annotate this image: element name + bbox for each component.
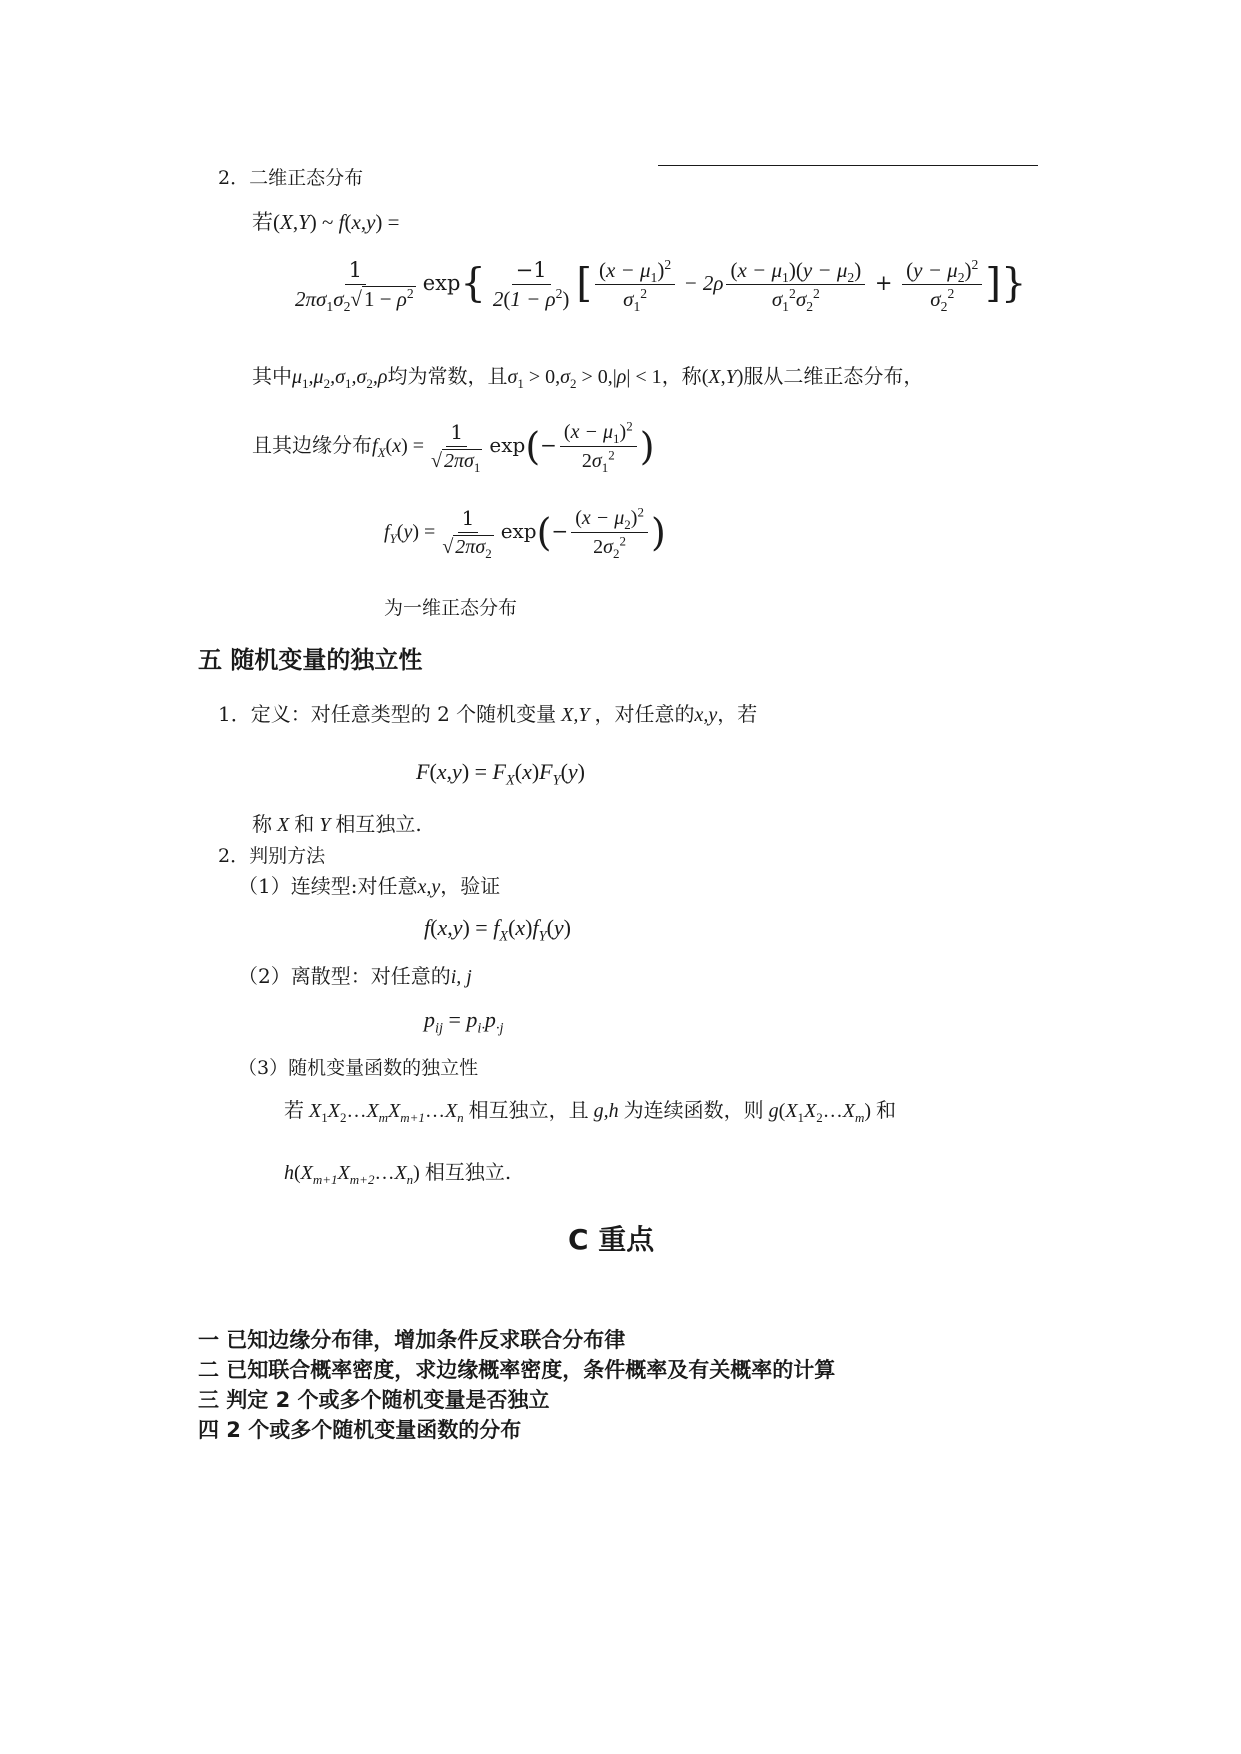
discrete-label: （2）离散型：对任意的 [238,964,451,988]
independence-cdf-formula: $F(x,y) = F_X(x)F_Y(y)$ [416,759,585,789]
definition-label: 1．定义：对任意类型的 2 个随机变量 [218,702,557,726]
formula-normalizer: $\frac{1}{2\pi\sigma_1\sigma_2√1 - \rho^2}$ [295,258,414,315]
definition-end: ，若 [717,702,758,726]
marginal-end: 为一维正态分布 [384,597,518,619]
continuous-line: （1）连续型:对任意x,y，验证 [238,874,501,898]
joint-density-notation: (X,Y) ~ f(x,y) = [273,210,400,234]
function-b: 相互独立，且 [468,1098,589,1122]
function-d: 和 [876,1098,897,1122]
marginal-prefix: 且其边缘分布 [252,433,372,457]
definition-mid: ，对任意的 [594,702,695,726]
continuous-end: ，验证 [440,874,501,898]
conclusion-a: 称 [252,812,272,836]
normal2d-intro-line [252,210,399,234]
sectionC-title: C 重点 [568,1223,655,1256]
continuous-label: （1）连续型:对任意 [238,874,418,898]
definition-conclusion: 称 X 和 Y 相互独立. [252,812,422,836]
normal2d-intro: 若 [252,210,273,234]
independence-density-formula: $f(x,y) = f_X(x)f_Y(y)$ [424,915,571,945]
marginal-y-formula: $f_Y(y)$ = $\frac{1}{√ 2\pi\sigma_2}$ exp(− $\frac{(x - \mu_2)^2}{2\sigma_2^2}$ ) [384,504,666,561]
constants-mid: 均为常数，且 [387,364,508,388]
function-a: 若 [284,1098,304,1122]
key-point: 四 2 个或多个随机变量函数的分布 [198,1418,522,1442]
key-point: 二 已知联合概率密度，求边缘概率密度，条件概率及有关概率的计算 [198,1358,836,1382]
key-point: 三 判定 2 个或多个随机变量是否独立 [198,1388,550,1412]
key-point: 一 已知边缘分布律，增加条件反求联合分布律 [198,1328,626,1352]
normal2d-heading: 2．二维正态分布 [218,167,364,189]
discrete-line: （2）离散型：对任意的i, j [238,964,472,988]
function-heading: （3）随机变量函数的独立性 [238,1057,479,1079]
function-line-2: $h(X_{m+1}X_{m+2}\dots X_n)$ 相互独立. [284,1160,512,1187]
constants-xy: (X,Y) [701,366,744,388]
function-c: 为连续函数，则 [623,1098,764,1122]
formula-coefficient: $\frac{-1}{2(1 - \rho^2)}$ [492,258,570,311]
constants-end: 服从二维正态分布， [743,364,924,388]
formula-term-x: $\frac{(x - \mu_1)^2}{\sigma_1^2}$ [595,258,675,311]
constants-list: $\mu_1,\mu_2,\sigma_1,\sigma_2,\rho$ [292,366,388,391]
formula-term-xy: $\frac{(x - \mu_1)(y - \mu_2)}{\sigma_1^2\sigma_2^2}$ [726,258,865,311]
constants-conditions: $\sigma_1 > 0,\sigma_2 > 0,|\rho| < 1$ [507,366,662,391]
function-e: 相互独立. [424,1160,512,1184]
conclusion-b: 和 [294,812,315,836]
constants-prefix: 其中 [252,364,292,388]
method-heading: 2．判别方法 [218,845,326,867]
normal2d-constants-line [252,364,923,389]
joint-density-formula: $\frac{1}{2\pi\sigma_1\sigma_2√1 - \rho^2}$ exp{ $\frac{-1}{2(1 - \rho^2)}$ [ $\frac{(x - \mu_1)^2}{\sigma_1^2}$ − 2ρ $\frac{(x - \mu_1)(y - \mu_2)}{\sigma_1^2\sigma_2^2}$ + $\frac{(y - \mu_2)^2}{\sigma_2^2}$ ]} [288,258,1026,311]
function-line-1: 若 $X_1X_2\dots X_mX_{m+1}\dots X_n$ 相互独立，且 g,h 为连续函数，则 $g(X_1X_2\dots X_m)$ 和 [284,1098,897,1125]
marginal-x-formula: 且其边缘分布$f_X(x)$ = $\frac{1}{√ 2\pi\sigma_1}$ exp(− $\frac{(x - \mu_1)^2}{2\sigma_1^2}$ ) [252,418,655,475]
formula-term-y: $\frac{(y - \mu_2)^2}{\sigma_2^2}$ [902,258,982,311]
conclusion-c: 相互独立. [335,812,422,836]
header-rule [658,165,1038,166]
independence-pmf-formula: $p_{ij} = p_{i\cdot}p_{\cdot j}$ [424,1007,504,1037]
definition-line: 1．定义：对任意类型的 2 个随机变量 X,Y ，对任意的x,y，若 [218,702,758,726]
constants-suffix: ，称 [661,364,702,388]
section5-title: 五 随机变量的独立性 [198,646,423,674]
